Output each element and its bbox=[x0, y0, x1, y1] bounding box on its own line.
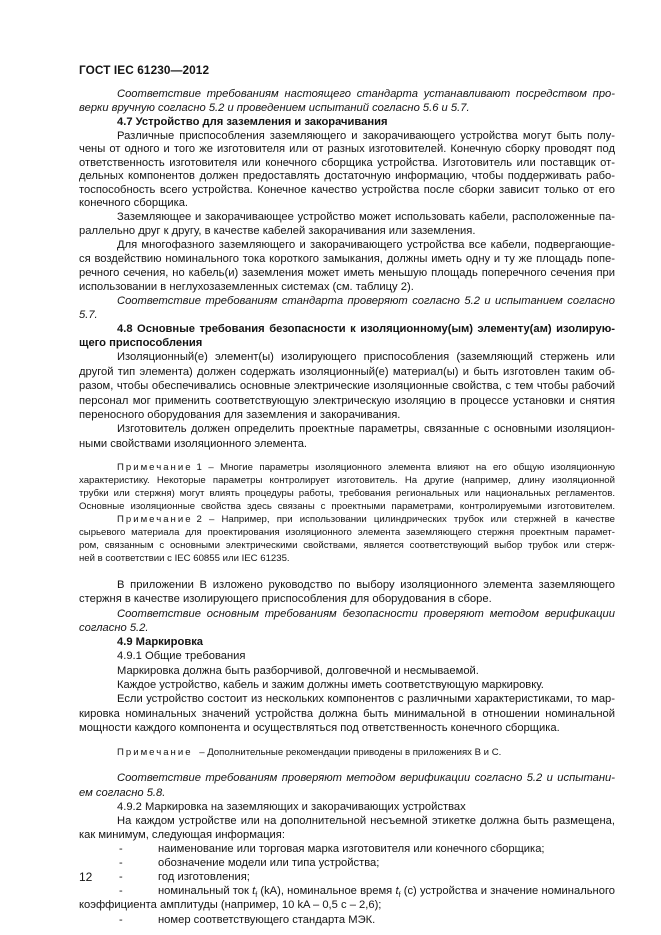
list-item: год изготовления; bbox=[158, 871, 250, 883]
text-line: мощности каждого компонента и осуществляться под ответственность конечного сборщика. bbox=[79, 722, 560, 734]
note-line: ней в соответствии с IEC 60855 или IEC 61235. bbox=[79, 553, 290, 564]
list-bullet: - bbox=[119, 871, 123, 883]
list-bullet: - bbox=[119, 885, 123, 897]
page-number: 12 bbox=[79, 870, 93, 884]
text-line: ными свойствами изоляционного элемента. bbox=[79, 438, 308, 450]
text-line: использовании в неглухозаземленных системах (см. таблицу 2). bbox=[79, 281, 414, 293]
text-line: ся воздействию номинального тока короткого замыкания, должны иметь одну и ту же площадь попе- bbox=[79, 253, 615, 265]
subsection-heading-4-9-2: 4.9.2 Маркировка на заземляющих и закорачивающих устройствах bbox=[117, 801, 466, 813]
text-line: Для многофазного заземляющего и закорачивающего устройства все кабели, подвергающие- bbox=[117, 239, 615, 251]
text-line: конечного сборщика. bbox=[79, 197, 189, 209]
note-2-line bbox=[117, 513, 615, 527]
note-label: Примечание bbox=[117, 462, 193, 473]
note-line: трубки или стержня) могут влиять процедуры работы, требования региональных или национальных регламентов. bbox=[79, 488, 615, 499]
text-line: дельных компонентов должен предоставлять достаточную информацию, чтобы поддерживать рабо- bbox=[79, 170, 615, 182]
text-line: ответственность изготовителя или конечного сборщика устройства. Изготовитель или поставщик от- bbox=[79, 157, 615, 169]
text-line: верки вручную согласно 5.2 и проведением испытаний согласно 5.6 и 5.7. bbox=[79, 102, 470, 114]
text-line: как минимум, следующая информация: bbox=[79, 829, 285, 841]
list-item-cont: коэффициента амплитуды (например, 10 kA – 0,5 c – 2,6); bbox=[79, 899, 382, 911]
text-line: В приложении В изложено руководство по выбору изоляционного элемента заземляющего bbox=[117, 579, 615, 591]
note-line: Основные изоляционные свойства здесь связаны с проектными параметрами, контролируемыми изготовителем. bbox=[79, 501, 615, 512]
section-heading-4-9: 4.9 Маркировка bbox=[117, 636, 204, 648]
text-line: ем согласно 5.8. bbox=[79, 787, 166, 799]
list-bullet: - bbox=[119, 843, 123, 855]
text-line: 5.7. bbox=[79, 309, 98, 321]
note-1-line bbox=[117, 461, 615, 475]
note-text: – Дополнительные рекомендации приводены в приложениях В и С. bbox=[199, 747, 502, 758]
section-heading-4-7: 4.7 Устройство для заземления и закорачивания bbox=[117, 116, 388, 128]
list-bullet: - bbox=[119, 857, 123, 869]
document-header: ГОСТ IEC 61230—2012 bbox=[79, 63, 210, 77]
note-line: ром, связанным с основными электрическими свойствами, является соответствующий выбор трубок или стерж- bbox=[79, 540, 615, 551]
section-heading-4-8: 4.8 Основные требования безопасности к изоляционному(ым) элементу(ам) изолирую- bbox=[117, 323, 615, 335]
text-line: согласно 5.2. bbox=[79, 622, 149, 634]
text-line: Изоляционный(е) элемент(ы) изолирующего приспособления (заземляющий стержень или bbox=[117, 351, 615, 363]
text-line: На каждом устройстве или на дополнительной несъемной этикетке должна быть размещена, bbox=[117, 815, 615, 827]
list-item: номинальный ток $t_f$ (kA), номинальное время $t_f$ (c) устройства и значение номинального bbox=[158, 885, 616, 900]
text-line: тоспособность всего устройства. Конечное качество устройства после сборки зависит только от его bbox=[79, 184, 615, 196]
list-item: обозначение модели или типа устройства; bbox=[158, 857, 380, 869]
text-line: переносного оборудования для заземления и закорачивания. bbox=[79, 409, 401, 421]
subsection-heading-4-9-1: 4.9.1 Общие требования bbox=[117, 650, 246, 662]
text-line: Соответствие требованиям стандарта проверяют согласно 5.2 и испытанием согласно bbox=[117, 295, 615, 307]
text-line: кировка номинальных значений устройства должна быть минимальной в отношении номинальной bbox=[79, 708, 615, 720]
note-line: характеристику. Некоторые параметры контролирует изготовитель. На другие (например, длину изоляционной bbox=[79, 475, 615, 486]
note-text: 2 – Например, при использовании цилиндрических трубок или стержней в качестве bbox=[196, 514, 615, 525]
note-line: сырьевого материала для проектирования изоляционного элемента заземляющего стержня проектным парамет- bbox=[79, 527, 615, 538]
text-line: чены от одного и того же изготовителя или от разных изготовителей. Конечную сборку проводят под bbox=[79, 143, 615, 155]
text-line: Соответствие основным требованиям безопасности проверяют методом верификации bbox=[117, 608, 615, 620]
text-line: другой тип элемента) должен содержать изоляционный(е) материал(ы) и быть изготовлен таким об- bbox=[79, 366, 615, 378]
text-line: Каждое устройство, кабель и зажим должны иметь соответствующую маркировку. bbox=[117, 679, 544, 691]
text-line: персонал мог применить соответствующую электрическую изоляцию в процессе установки и снятия bbox=[79, 395, 615, 407]
text-line: стержня в качестве изолирующего приспособления для оборудования в сборе. bbox=[79, 593, 492, 605]
text-line: разом, чтобы обеспечивались основные электрические изоляционные свойства, с тем чтобы рабочий bbox=[79, 380, 615, 392]
list-bullet: - bbox=[119, 914, 123, 926]
text-line: раллельно друг к другу, в качестве кабелей закорачивания или заземления. bbox=[79, 225, 476, 237]
text-line: Заземляющее и закорачивающее устройство может использовать кабели, расположенные па- bbox=[117, 211, 615, 223]
text-line: Различные приспособления заземляющего и закорачивающего устройства могут быть полу- bbox=[117, 130, 615, 142]
note-label: Примечание bbox=[117, 514, 193, 525]
note-label: Примечание bbox=[117, 747, 193, 758]
text-line: Изготовитель должен определить проектные параметры, связанные с основными изоляцион- bbox=[117, 423, 615, 435]
text-line: Соответствие требованиям проверяют методом верификации согласно 5.2 и испытани- bbox=[117, 772, 615, 784]
list-item: наименование или торговая марка изготовителя или конечного сборщика; bbox=[158, 843, 545, 855]
text-line: Маркировка должна быть разборчивой, долговечной и несмываемой. bbox=[117, 665, 479, 677]
text-line: Если устройство состоит из нескольких компонентов с различными характеристиками, то мар- bbox=[117, 693, 615, 705]
section-heading-4-8-cont: щего приспособления bbox=[79, 337, 203, 349]
note-text: 1 – Многие параметры изоляционного элемента влияют на его общую изоляционную bbox=[196, 462, 615, 473]
text-line: речного сечения, но кабель(и) заземления может иметь меньшую площадь поперечного сечения при bbox=[79, 267, 615, 279]
note-3-line bbox=[117, 746, 501, 760]
text-line: Соответствие требованиям настоящего стандарта устанавливают посредством про- bbox=[117, 88, 615, 100]
list-item: номер соответствующего стандарта МЭК. bbox=[158, 914, 376, 926]
